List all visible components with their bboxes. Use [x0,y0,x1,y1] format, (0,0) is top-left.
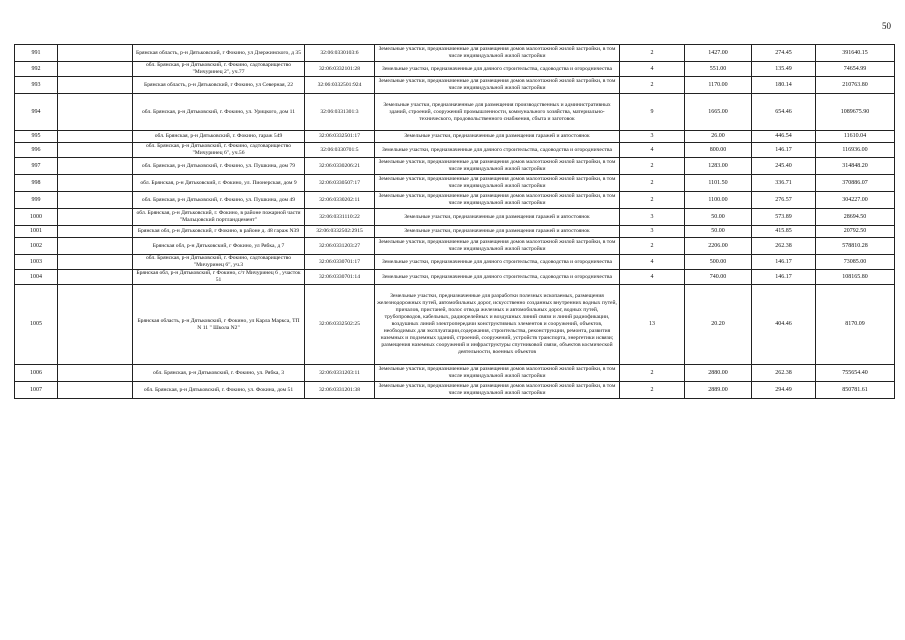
use-group-cell: 3 [620,209,685,226]
cadastral-value-cell: 578810.28 [816,238,895,255]
blank-cell [58,62,133,77]
land-use-cell: Земельные участки, предназначенные для размещения домов малоэтажной жилой застройки, в том числе индивидуальной жилой застройки [375,175,620,192]
specific-value-cell: 146.17 [752,270,816,285]
cadastral-number-cell: 32:06:0331203:11 [305,365,375,382]
table-row [15,45,895,62]
specific-value-cell: 294.49 [752,382,816,399]
table-row [15,94,895,131]
specific-value-cell: 415.85 [752,226,816,238]
use-group-cell: 2 [620,77,685,94]
use-group-cell: 2 [620,45,685,62]
address-cell: обл. Брянская, р-н Дятьковский, г. Фокино, в районе пожарной части "Мальцовский портландцемент" [133,209,305,226]
use-group-cell: 4 [620,62,685,77]
cadastral-value-cell: 1089675.90 [816,94,895,131]
cadastral-number-cell: 32:06:0330701:17 [305,255,375,270]
area-cell: 50.00 [685,226,752,238]
row-number: 992 [15,62,58,77]
row-number: 995 [15,131,58,143]
land-use-cell: Земельные участки, предназначенные для дачного строительства, садоводства и огородничества [375,143,620,158]
area-cell: 1100.00 [685,192,752,209]
address-cell: обл. Брянская, р-н Дятьковский, г. Фокино, ул. Фокина, дом 51 [133,382,305,399]
cadastral-number-cell: 32:06:0332502:25 [305,285,375,365]
address-cell: обл. Брянская, р-н Дятьковский, г. Фокино, ул. Пушкина, дом 79 [133,158,305,175]
row-number: 994 [15,94,58,131]
land-use-cell: Земельные участки, предназначенные для размещения домов малоэтажной жилой застройки, в том числе индивидуальной жилой застройки [375,238,620,255]
land-use-cell: Земельные участки, предназначенные для дачного строительства, садоводства и огородничества [375,270,620,285]
blank-cell [58,45,133,62]
cadastral-value-table [14,44,895,399]
cadastral-number-cell: 32:06:0331201:38 [305,382,375,399]
land-use-cell: Земельные участки, предназначенные для размещения гаражей и автостоянок [375,131,620,143]
specific-value-cell: 573.89 [752,209,816,226]
row-number: 1004 [15,270,58,285]
area-cell: 800.00 [685,143,752,158]
row-number: 998 [15,175,58,192]
use-group-cell: 4 [620,270,685,285]
blank-cell [58,285,133,365]
page-number: 50 [882,21,891,31]
cadastral-number-cell: 32:06:0330701:5 [305,143,375,158]
row-number: 1006 [15,365,58,382]
land-use-cell: Земельные участки, предназначенные для размещения домов малоэтажной жилой застройки, в том числе индивидуальной жилой застройки [375,158,620,175]
area-cell: 1170.00 [685,77,752,94]
use-group-cell: 3 [620,131,685,143]
area-cell: 551.00 [685,62,752,77]
blank-cell [58,131,133,143]
land-use-cell: Земельные участки, предназначенные для размещения домов малоэтажной жилой застройки, в том числе индивидуальной жилой застройки [375,382,620,399]
use-group-cell: 3 [620,226,685,238]
cadastral-number-cell: 32:06:0330103:6 [305,45,375,62]
blank-cell [58,255,133,270]
area-cell: 1665.00 [685,94,752,131]
address-cell: обл. Брянская, р-н Дятьковский, г. Фокино, садтоварищество "Мичуринец 6", уч.56 [133,143,305,158]
cadastral-value-cell: 391640.15 [816,45,895,62]
address-cell: обл. Брянская, р-н Дятьковский, г. Фокино, ул. Пионерская, дом 9 [133,175,305,192]
area-cell: 26.00 [685,131,752,143]
row-number: 1007 [15,382,58,399]
row-number: 1002 [15,238,58,255]
blank-cell [58,365,133,382]
land-use-cell: Земельные участки, предназначенные для разработки полезных ископаемых, размещения железнодорожных путей, автомобильных дорог, искусственно созданных внутренних водных путей, причалов, пристаней, полос отвода железных и автомобильных дорог, водных путей, трубопроводов, кабельных, радиорелейных и воздушных линий связи и линий радиофикации, воздушных линий электропередачи конструктивных элементов и сооружений, объектов, необходимых для эксплуатации,содержания, строительства, реконструкции, ремонта, развития наземных и подземных зданий, строений, сооружений, устройств транспорта, энергетики исвязи; размещения наземных сооружений и инфраструктуры спутниковой связи, объектов космической деятельности, военных объектов [375,285,620,365]
row-number: 999 [15,192,58,209]
table-row [15,158,895,175]
cadastral-number-cell: 32:06:0332501:17 [305,131,375,143]
specific-value-cell: 446.54 [752,131,816,143]
cadastral-number-cell: 32:06:0330206:21 [305,158,375,175]
area-cell: 2206.00 [685,238,752,255]
row-number: 996 [15,143,58,158]
row-number: 1005 [15,285,58,365]
cadastral-number-cell: 32:06:0332101:28 [305,62,375,77]
cadastral-value-cell: 11610.04 [816,131,895,143]
address-cell: Брянская обл, р-н Дятьковский, г Фокино, ул Рябка, д 7 [133,238,305,255]
area-cell: 1283.00 [685,158,752,175]
address-cell: Брянская область, р-н Дятьковский, г Фокино, ул Дзержинского, д 35 [133,45,305,62]
land-use-cell: Земельные участки, предназначенные для размещения гаражей и автостоянок [375,209,620,226]
address-cell: Брянская обл, р-н Дятьковский, г Фокино, с/т Мичуринец 6 , участок 51 [133,270,305,285]
address-cell: обл. Брянская, р-н Дятьковский, г. Фокино, ул. Урицкого, дом 11 [133,94,305,131]
row-number: 1000 [15,209,58,226]
row-number: 1001 [15,226,58,238]
cadastral-value-cell: 116936.00 [816,143,895,158]
use-group-cell: 2 [620,382,685,399]
blank-cell [58,270,133,285]
land-use-cell: Земельные участки, предназначенные для размещения производственных и административных зданий, строений, сооружений промышленности, коммунального хозяйства, материально-технического, продовольственного снабжения, сбыта и заготовок [375,94,620,131]
cadastral-number-cell: 32:06:0331110:22 [305,209,375,226]
use-group-cell: 2 [620,158,685,175]
land-use-cell: Земельные участки, предназначенные для дачного строительства, садоводства и огородничества [375,62,620,77]
cadastral-value-cell: 210763.80 [816,77,895,94]
cadastral-number-cell: 32:06:0332501:924 [305,77,375,94]
table-row [15,209,895,226]
cadastral-number-cell: 32:06:0332502:2915 [305,226,375,238]
cadastral-value-cell: 314848.20 [816,158,895,175]
cadastral-value-cell: 850781.61 [816,382,895,399]
blank-cell [58,94,133,131]
blank-cell [58,175,133,192]
land-use-cell: Земельные участки, предназначенные для дачного строительства, садоводства и огородничества [375,255,620,270]
area-cell: 1101.50 [685,175,752,192]
area-cell: 2880.00 [685,365,752,382]
cadastral-number-cell: 32:06:0331203:27 [305,238,375,255]
cadastral-number-cell: 32:06:0330701:14 [305,270,375,285]
blank-cell [58,158,133,175]
land-use-cell: Земельные участки, предназначенные для размещения гаражей и автостоянок [375,226,620,238]
blank-cell [58,143,133,158]
row-number: 993 [15,77,58,94]
table-row [15,365,895,382]
cadastral-value-cell: 73085.00 [816,255,895,270]
blank-cell [58,238,133,255]
area-cell: 20.20 [685,285,752,365]
table-row [15,255,895,270]
use-group-cell: 2 [620,192,685,209]
table-row [15,175,895,192]
specific-value-cell: 276.57 [752,192,816,209]
row-number: 991 [15,45,58,62]
address-cell: обл. Брянская, р-н Дятьковский, г. Фокино, ул. Пушкина, дом 49 [133,192,305,209]
cadastral-number-cell: 32:06:0331301:3 [305,94,375,131]
row-number: 1003 [15,255,58,270]
address-cell: обл. Брянская, р-н Дятьковский, г. Фокино, гараж 549 [133,131,305,143]
address-cell: обл. Брянская, р-н Дятьковский, г. Фокино, садтоварищество "Мичуринец 2", уч.77 [133,62,305,77]
land-use-cell: Земельные участки, предназначенные для размещения домов малоэтажной жилой застройки, в том числе индивидуальной жилой застройки [375,45,620,62]
specific-value-cell: 135.49 [752,62,816,77]
cadastral-number-cell: 32:06:0330507:17 [305,175,375,192]
table-row [15,62,895,77]
specific-value-cell: 146.17 [752,143,816,158]
area-cell: 50.00 [685,209,752,226]
table-row [15,131,895,143]
table-row [15,77,895,94]
area-cell: 1427.00 [685,45,752,62]
land-use-cell: Земельные участки, предназначенные для размещения домов малоэтажной жилой застройки, в том числе индивидуальной жилой застройки [375,192,620,209]
table-row [15,382,895,399]
table-row [15,238,895,255]
table-row [15,285,895,365]
cadastral-value-cell: 370886.07 [816,175,895,192]
address-cell: Брянская обл, р-н Дятьковский, г Фокино, в районе д. 48 гараж N39 [133,226,305,238]
use-group-cell: 2 [620,365,685,382]
table-row [15,270,895,285]
cadastral-number-cell: 32:06:0330202:11 [305,192,375,209]
table-row [15,192,895,209]
specific-value-cell: 262.38 [752,365,816,382]
use-group-cell: 13 [620,285,685,365]
specific-value-cell: 146.17 [752,255,816,270]
cadastral-value-cell: 8170.09 [816,285,895,365]
land-use-cell: Земельные участки, предназначенные для размещения домов малоэтажной жилой застройки, в том числе индивидуальной жилой застройки [375,77,620,94]
address-cell: Брянская область, р-н Дятьковский, г Фокино, ул Северная, 22 [133,77,305,94]
blank-cell [58,382,133,399]
use-group-cell: 9 [620,94,685,131]
specific-value-cell: 336.71 [752,175,816,192]
cadastral-value-cell: 108165.80 [816,270,895,285]
table-row [15,143,895,158]
use-group-cell: 2 [620,238,685,255]
blank-cell [58,192,133,209]
specific-value-cell: 262.38 [752,238,816,255]
use-group-cell: 4 [620,255,685,270]
specific-value-cell: 404.46 [752,285,816,365]
cadastral-value-cell: 28694.50 [816,209,895,226]
address-cell: обл. Брянская, р-н Дятьковский, г. Фокино, садтоварищество "Мичуринец 6", уч.3 [133,255,305,270]
cadastral-value-cell: 755654.40 [816,365,895,382]
land-use-cell: Земельные участки, предназначенные для размещения домов малоэтажной жилой застройки, в том числе индивидуальной жилой застройки [375,365,620,382]
specific-value-cell: 180.14 [752,77,816,94]
specific-value-cell: 245.40 [752,158,816,175]
cadastral-value-cell: 20792.50 [816,226,895,238]
table-row [15,226,895,238]
area-cell: 740.00 [685,270,752,285]
row-number: 997 [15,158,58,175]
address-cell: обл. Брянская, р-н Дятьковский, г. Фокино, ул. Рябка, 3 [133,365,305,382]
use-group-cell: 2 [620,175,685,192]
cadastral-value-cell: 74654.99 [816,62,895,77]
blank-cell [58,209,133,226]
blank-cell [58,226,133,238]
use-group-cell: 4 [620,143,685,158]
area-cell: 2889.00 [685,382,752,399]
cadastral-value-cell: 304227.00 [816,192,895,209]
specific-value-cell: 654.46 [752,94,816,131]
specific-value-cell: 274.45 [752,45,816,62]
blank-cell [58,77,133,94]
area-cell: 500.00 [685,255,752,270]
address-cell: Брянская область, р-н Дятьковский, г Фокино, ул Карла Маркса, ТП N 11 " Школа N2" [133,285,305,365]
